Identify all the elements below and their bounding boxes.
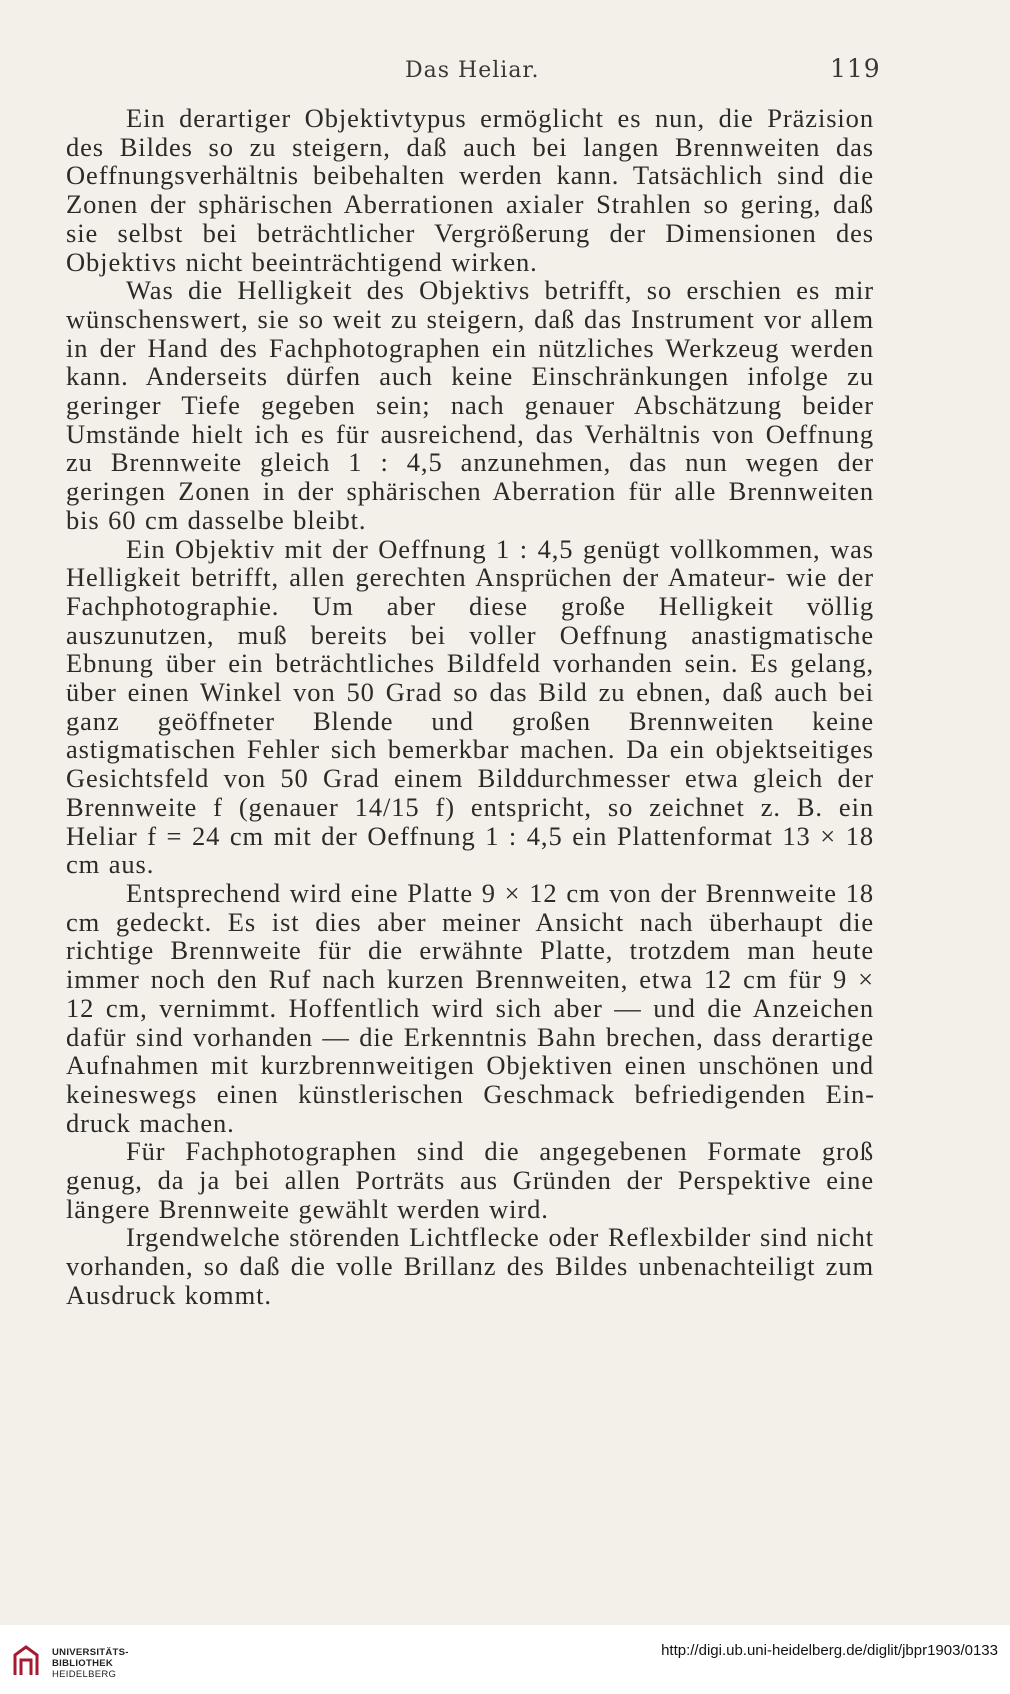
paragraph: Ein Objektiv mit der Oeffnung 1 : 4,5 genügt vollkommen, was Helligkeit betrifft, allen gerechten Ansprüchen der Amateur- wie der Fachphotographie. Um aber diese große Helligkeit völlig auszunutzen, muß bereits bei voller Oeffnung anastigmatische Ebnung über ein beträchtliches Bildfeld vorhanden sein. Es gelang, über einen Winkel von 50 Grad so das Bild zu ebnen, daß auch bei ganz geöffneter Blende und großen Brennweiten keine astigmatischen Fehler sich bemerkbar machen. Da ein objektseitiges Gesichtsfeld von 50 Grad einem Bilddurchmesser etwa gleich der Brennweite f (genauer 14/15 f) entspricht, so zeichnet z. B. ein Heliar f = 24 cm mit der Oeffnung 1 : 4,5 ein Plattenformat 13 × 18 cm aus.	[66, 533, 874, 880]
library-name-line: BIBLIOTHEK	[52, 1658, 114, 1669]
paragraph: Für Fachphotographen sind die angegebenen Formate groß genug, da ja bei allen Porträts aus Gründen der Perspektive eine längere Brennweite gewählt werden wird.	[66, 1136, 874, 1224]
library-name-line: UNIVERSITÄTS-	[52, 1647, 129, 1658]
running-head: Das Heliar.	[405, 58, 540, 83]
paragraph: Irgendwelche störenden Lichtflecke oder Reflexbilder sind nicht vorhanden, so daß die volle Brillanz des Bildes unbenachteiligt zum Ausdruck kommt.	[66, 1222, 874, 1310]
body-text	[66, 104, 874, 1310]
library-name-line: HEIDELBERG	[52, 1669, 117, 1680]
footer-bar	[0, 1625, 1010, 1694]
paragraph: Ein derartiger Objektivtypus ermöglicht es nun, die Präzision des Bildes so zu steigern, daß auch bei langen Brennweiten das Oeffnungsverhältnis beibehalten werden kann. Tatsächlich sind die Zonen der sphärischen Aberrationen axialer Strahlen so gering, daß sie selbst bei beträchtlicher Vergrößerung der Dimensionen des Objektivs nicht beeinträchtigend wirken.	[66, 103, 874, 277]
paragraph: Entsprechend wird eine Platte 9 × 12 cm von der Brennweite 18 cm gedeckt. Es ist dies aber meiner Ansicht nach überhaupt die richtige Brennweite für die erwähnte Platte, trotzdem man heute immer noch den Ruf nach kurzen Brennweiten, etwa 12 cm für 9 × 12 cm, vernimmt. Hoffentlich wird sich aber — und die Anzeichen dafür sind vorhanden — die Erkenntnis Bahn brechen, dass derartige Aufnahmen mit kurzbrennweitigen Objektiven einen unschönen und keineswegs einen künstlerischen Geschmack befriedigenden Eindruck machen.	[66, 877, 874, 1138]
library-name	[52, 1647, 129, 1680]
library-logo-icon	[12, 1645, 40, 1677]
paragraph: Was die Helligkeit des Objektivs betrifft, so erschien es mir wünschenswert, sie so weit zu steigern, daß das Instrument vor allem in der Hand des Fachphotographen ein nützliches Werkzeug werden kann. Anderseits dürfen auch keine Einschränkungen infolge zu geringer Tiefe gegeben sein; nach genauer Abschätzung beider Umstände hielt ich es für ausreichend, das Verhältnis von Oeffnung zu Brennweite gleich 1 : 4,5 anzunehmen, das nun wegen der geringen Zonen in der sphärischen Aberration für alle Brennweiten bis 60 cm dasselbe bleibt.	[66, 275, 874, 535]
source-url-link[interactable]: http://digi.ub.uni-heidelberg.de/diglit/jbpr1903/0133	[661, 1642, 998, 1659]
page-number: 119	[830, 54, 881, 83]
